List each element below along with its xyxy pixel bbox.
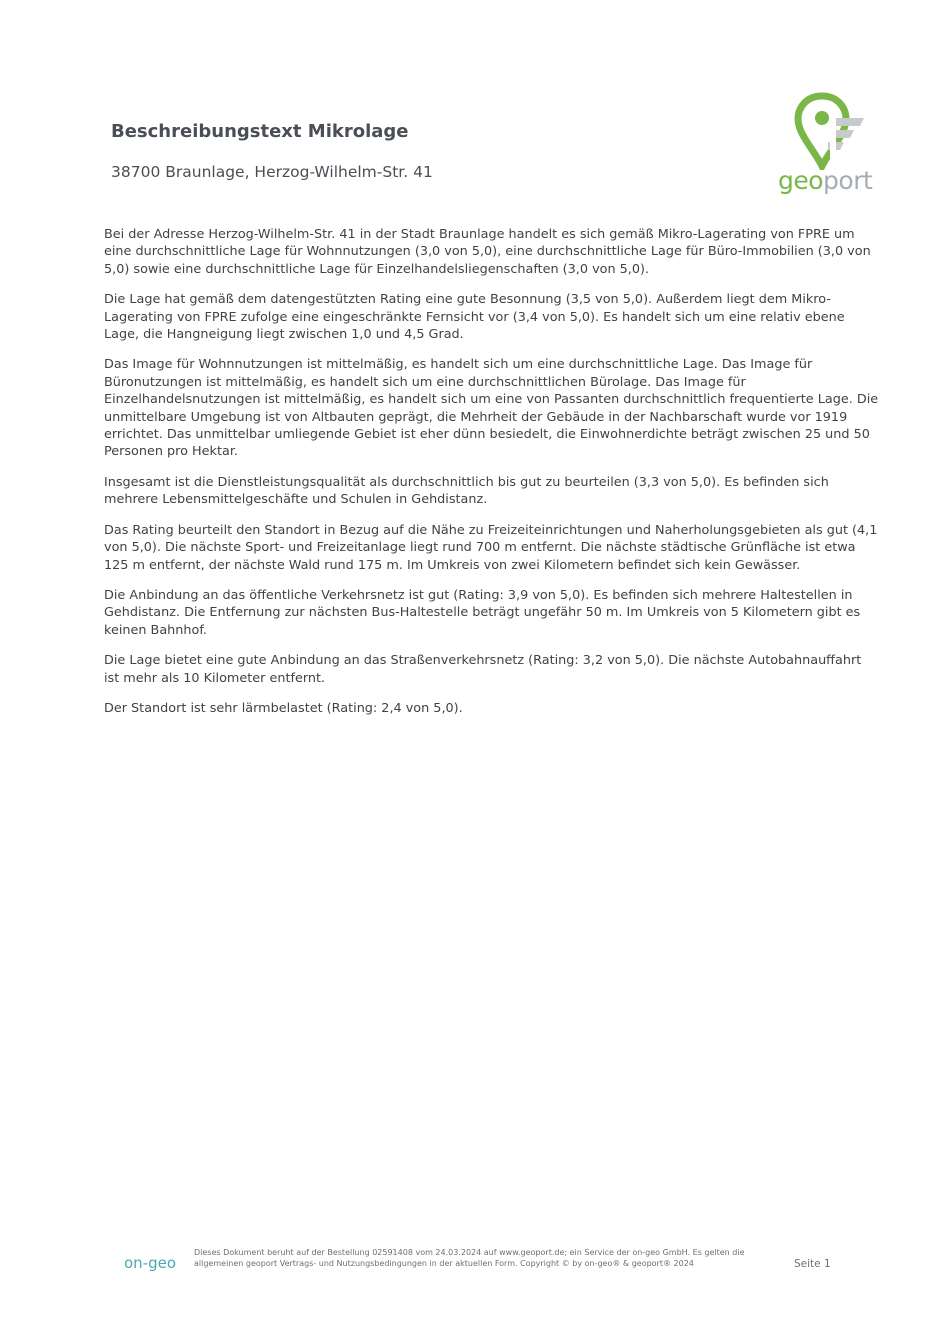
paragraph-noise: Der Standort ist sehr lärmbelastet (Rating: 2,4 von 5,0). [104, 700, 463, 716]
paragraph-services: Insgesamt ist die Dienstleistungsqualität als durchschnittlich bis gut zu beurteilen (3,3 von 5,0). Es befinden sich mehrere Lebensmittelgeschäfte und Schulen in Gehdistanz. [104, 474, 829, 508]
on-geo-logo: on-geo [124, 1254, 177, 1272]
map-pin-icon [792, 92, 872, 170]
page-number: Seite 1 [794, 1258, 831, 1270]
paragraph-sun-view: Die Lage hat gemäß dem datengestützten Rating eine gute Besonnung (3,5 von 5,0). Außerdem liegt dem Mikro-Lagerating von FPRE zufolge eine eingeschränkte Fernsicht vor (3,4 von 5,0). Es handelt sich um eine relativ ebene Lage, die Hangneigung liegt zwischen 1,0 und 4,5 Grad. [104, 292, 845, 343]
logo-wordmark [778, 166, 872, 195]
paragraph-leisure: Das Rating beurteilt den Standort in Bezug auf die Nähe zu Freizeiteinrichtungen und Naherholungsgebieten als gut (4,1 von 5,0). Die nächste Sport- und Freizeitanlage liegt rund 700 m entfernt. Die nächste städtische Grünfläche ist etwa 125 m entfernt, der nächste Wald rund 175 m. Im Umkreis von zwei Kilometern befindet sich kein Gewässer. [104, 522, 878, 573]
footer-disclaimer: Dieses Dokument beruht auf der Bestellung 02591408 vom 24.03.2024 auf www.geoport.de; ein Service der on-geo GmbH. Es gelten die allgemeinen geoport Vertrags- und Nutzungsbedingungen in der aktuellen Form. Copyright © by on-geo® & geoport® 2024 [194, 1248, 745, 1268]
page-title: Beschreibungstext Mikrolage [111, 121, 409, 142]
description-body [104, 226, 879, 730]
page-footer [0, 1244, 945, 1294]
address-subtitle: 38700 Braunlage, Herzog-Wilhelm-Str. 41 [111, 163, 433, 181]
paragraph-road-network: Die Lage bietet eine gute Anbindung an das Straßenverkehrsnetz (Rating: 3,2 von 5,0). Die nächste Autobahnauffahrt ist mehr als 10 Kilometer entfernt. [104, 653, 862, 686]
logo-text-geo: geo [778, 166, 824, 195]
paragraph-image: Das Image für Wohnnutzungen ist mittelmäßig, es handelt sich um eine durchschnittliche Lage. Das Image für Büronutzungen ist mittelmäßig, es handelt sich um eine durchschnittlichen Bürolage. Das Image für Einzelhandelsnutzungen ist mittelmäßig, es handelt sich um eine von Passanten durchschnittlich frequentierte Lage. Die unmittelbare Umgebung ist von Altbauten geprägt, die Mehrheit der Gebäude in der Nachbarschaft wurde vor 1919 errichtet. Das unmittelbar umliegende Gebiet ist eher dünn besiedelt, die Einwohnerdichte beträgt zwischen 25 und 50 Personen pro Hektar. [104, 357, 879, 460]
paragraph-public-transport: Die Anbindung an das öffentliche Verkehrsnetz ist gut (Rating: 3,9 von 5,0). Es befinden sich mehrere Haltestellen in Gehdistanz. Die Entfernung zur nächsten Bus-Haltestelle beträgt ungefähr 50 m. Im Umkreis von 5 Kilometern gibt es keinen Bahnhof. [104, 587, 861, 638]
paragraph-ratings: Bei der Adresse Herzog-Wilhelm-Str. 41 in der Stadt Braunlage handelt es sich gemäß Mikro-Lagerating von FPRE um eine durchschnittliche Lage für Wohnnutzungen (3,0 von 5,0), eine durchschnittliche Lage für Büro-Immobilien (3,0 von 5,0) sowie eine durchschnittliche Lage für Einzelhandelsliegenschaften (3,0 von 5,0). [104, 227, 871, 277]
logo-text-port: port [823, 166, 873, 195]
geoport-logo [774, 92, 878, 204]
